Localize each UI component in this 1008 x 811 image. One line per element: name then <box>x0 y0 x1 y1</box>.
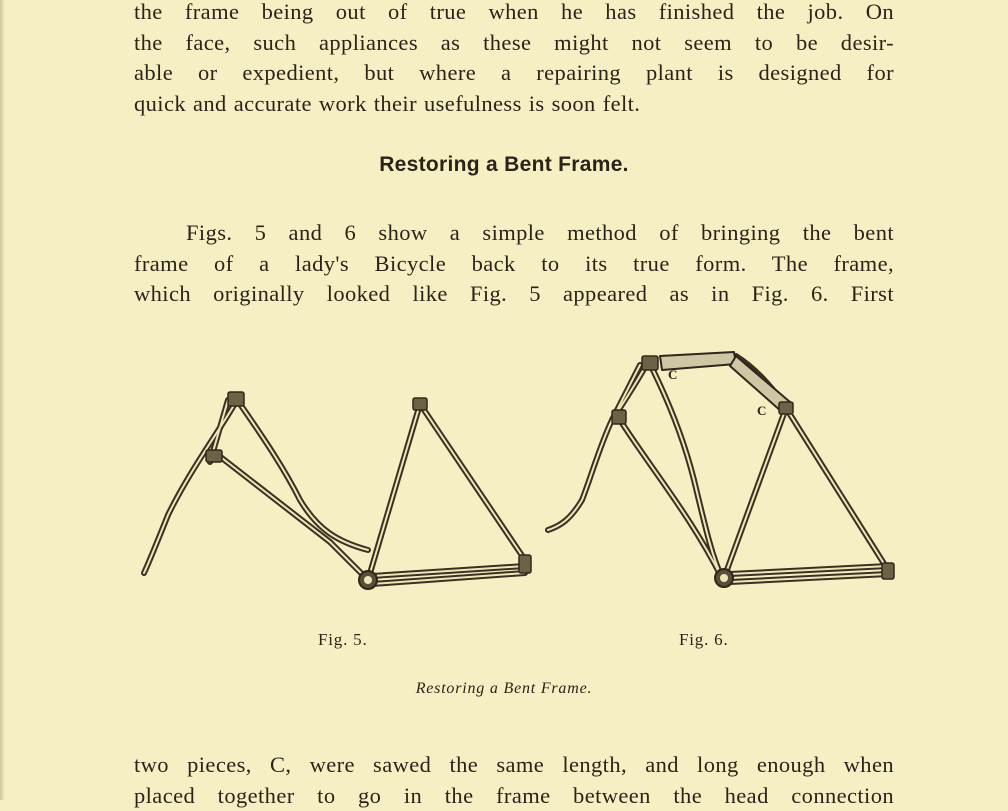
bicycle-frames-illustration <box>0 340 1008 630</box>
fig6-frame-drawing <box>548 352 894 587</box>
figure-title: Restoring a Bent Frame. <box>0 680 1008 698</box>
fig5-caption: Fig. 5. <box>318 630 368 650</box>
body-paragraph <box>134 218 894 310</box>
intro-paragraph <box>134 0 894 119</box>
text-line: frame of a lady's Bicycle back to its true form. The frame, <box>134 249 894 280</box>
text-line: which originally looked like Fig. 5 appeared as in Fig. 6. First <box>134 279 894 310</box>
text-line: the face, such appliances as these might not seem to be desir- <box>134 28 894 59</box>
continuation-paragraph <box>134 750 894 811</box>
text-line: two pieces, C, were sawed the same length, and long enough when <box>134 750 894 781</box>
text-line: Figs. 5 and 6 show a simple method of bringing the bent <box>134 218 894 249</box>
text-line: placed together to go in the frame between the head connection <box>134 781 894 811</box>
text-line: quick and accurate work their usefulness is soon felt. <box>134 89 894 120</box>
text-line: the frame being out of true when he has finished the job. On <box>134 0 894 28</box>
text-line: able or expedient, but where a repairing plant is designed for <box>134 58 894 89</box>
piece-label-c-right: C <box>757 403 766 418</box>
piece-label-c-top: C <box>668 367 677 382</box>
section-heading: Restoring a Bent Frame. <box>0 153 1008 177</box>
fig5-frame-drawing <box>144 392 531 589</box>
fig6-caption: Fig. 6. <box>679 630 729 650</box>
